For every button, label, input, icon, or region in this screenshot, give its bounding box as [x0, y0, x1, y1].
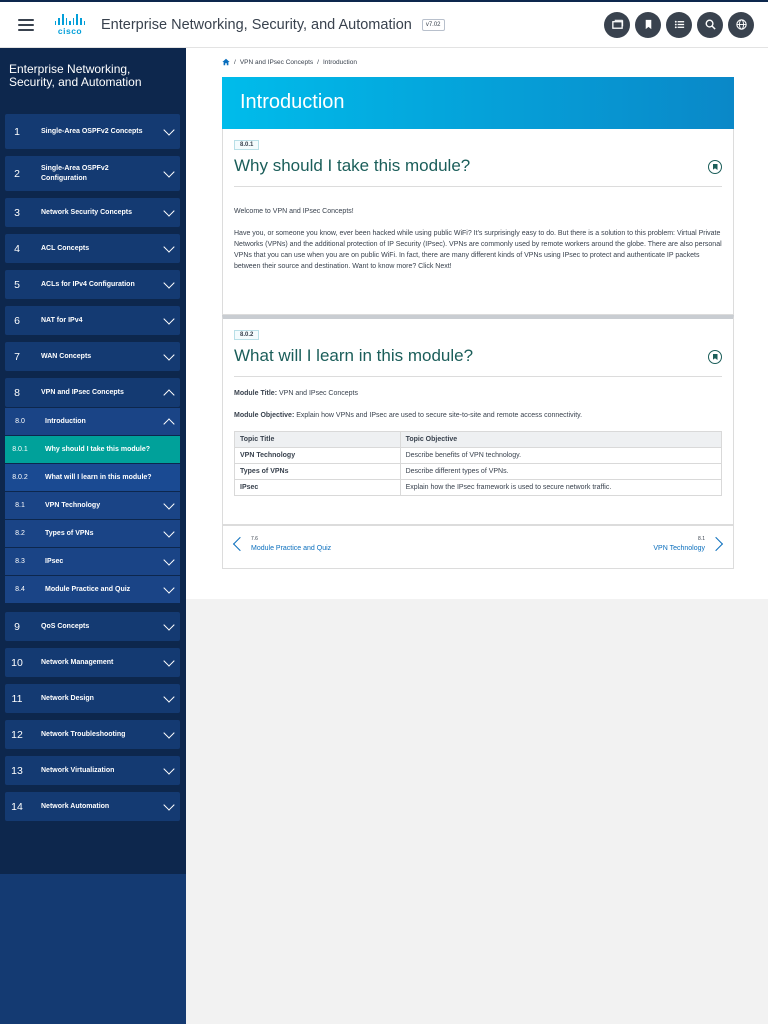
bookmark-icon[interactable]: [635, 12, 661, 38]
chevron-down-icon: [163, 349, 174, 360]
topic-title: What will I learn in this module?: [234, 346, 722, 377]
chevron-down-icon: [163, 554, 174, 565]
table-header-row: Topic Title Topic Objective: [235, 432, 722, 448]
page-navigation: [222, 525, 734, 569]
module-item[interactable]: 1 Single-Area OSPFv2 Concepts: [5, 114, 180, 149]
topic-table: [234, 431, 722, 496]
chevron-down-icon: [163, 727, 174, 738]
version-badge: v7.02: [422, 19, 445, 31]
list-icon[interactable]: [666, 12, 692, 38]
module-item[interactable]: 4 ACL Concepts: [5, 234, 180, 263]
module-item[interactable]: 3 Network Security Concepts: [5, 198, 180, 227]
breadcrumb-current: Introduction: [322, 58, 357, 66]
module-item[interactable]: 12 Network Troubleshooting: [5, 720, 180, 749]
window-icon[interactable]: [604, 12, 630, 38]
module-item[interactable]: 13 Network Virtualization: [5, 756, 180, 785]
next-link[interactable]: 8.1 VPN Technology: [653, 535, 721, 553]
course-title: Enterprise Networking, Security, and Automation: [0, 48, 186, 106]
module-item[interactable]: 2 Single-Area OSPFv2 Configuration: [5, 156, 180, 191]
topic-number-tag: 8.0.1: [234, 140, 259, 150]
chevron-left-icon: [233, 537, 247, 551]
topic-title: Why should I take this module?: [234, 156, 722, 187]
module-list: [0, 106, 186, 874]
previous-link[interactable]: 7.6 Module Practice and Quiz: [235, 535, 331, 553]
chevron-down-icon: [163, 619, 174, 630]
chevron-down-icon: [163, 655, 174, 666]
module-item[interactable]: 6 NAT for IPv4: [5, 306, 180, 335]
page-banner: Introduction: [222, 77, 734, 129]
chevron-down-icon: [163, 691, 174, 702]
module-item-expanded[interactable]: 8 VPN and IPsec Concepts: [5, 378, 180, 407]
topic-item[interactable]: 8.0.2 What will I learn in this module?: [5, 463, 180, 491]
topic-number-tag: 8.0.2: [234, 330, 259, 340]
subsection-item[interactable]: 8.4 Module Practice and Quiz: [5, 575, 180, 603]
topic-card: [222, 129, 734, 315]
subsection-item[interactable]: 8.1 VPN Technology: [5, 491, 180, 519]
top-header: [0, 0, 768, 48]
bookmark-icon[interactable]: [708, 160, 722, 174]
chevron-down-icon: [163, 582, 174, 593]
chevron-down-icon: [163, 205, 174, 216]
chevron-down-icon: [163, 526, 174, 537]
topic-card: [222, 315, 734, 525]
module-item[interactable]: 11 Network Design: [5, 684, 180, 713]
module-item[interactable]: 14 Network Automation: [5, 792, 180, 821]
chevron-down-icon: [163, 124, 174, 135]
chevron-down-icon: [163, 241, 174, 252]
globe-icon[interactable]: [728, 12, 754, 38]
topic-item-active[interactable]: 8.0.1 Why should I take this module?: [5, 435, 180, 463]
module-objective-line: Module Objective: Explain how VPNs and IPsec are used to secure site-to-site and remote access connectivity.: [234, 412, 583, 419]
module-title-line: Module Title: VPN and IPsec Concepts: [234, 390, 358, 397]
subsection-item[interactable]: 8.2 Types of VPNs: [5, 519, 180, 547]
breadcrumb: / VPN and IPsec Concepts / Introduction: [222, 58, 357, 66]
chevron-down-icon: [163, 166, 174, 177]
chevron-down-icon: [163, 763, 174, 774]
paragraph: Welcome to VPN and IPsec Concepts!: [234, 208, 354, 215]
chevron-up-icon: [163, 389, 174, 400]
chevron-right-icon: [709, 537, 723, 551]
subsection-item[interactable]: 8.0 Introduction: [5, 407, 180, 435]
module-item[interactable]: 5 ACLs for IPv4 Configuration: [5, 270, 180, 299]
search-icon[interactable]: [697, 12, 723, 38]
chevron-down-icon: [163, 799, 174, 810]
home-icon[interactable]: [222, 58, 230, 66]
chevron-down-icon: [163, 498, 174, 509]
breadcrumb-link[interactable]: VPN and IPsec Concepts: [239, 58, 314, 66]
table-row: IPsec Explain how the IPsec framework is used to secure network traffic.: [235, 480, 722, 496]
app-title: Enterprise Networking, Security, and Automation: [101, 16, 412, 33]
subsection-item[interactable]: 8.3 IPsec: [5, 547, 180, 575]
table-row: Types of VPNs Describe different types of VPNs.: [235, 464, 722, 480]
bookmark-icon[interactable]: [708, 350, 722, 364]
main-content: [186, 48, 768, 1024]
module-item[interactable]: 10 Network Management: [5, 648, 180, 677]
course-sidebar: [0, 48, 186, 1024]
chevron-down-icon: [163, 313, 174, 324]
module-item[interactable]: 7 WAN Concepts: [5, 342, 180, 371]
table-row: VPN Technology Describe benefits of VPN technology.: [235, 448, 722, 464]
cisco-logo: cisco: [51, 14, 89, 36]
module-item[interactable]: 9 QoS Concepts: [5, 612, 180, 641]
menu-icon[interactable]: [18, 19, 34, 31]
chevron-up-icon: [163, 418, 174, 429]
chevron-down-icon: [163, 277, 174, 288]
paragraph: Have you, or someone you know, ever been hacked while using public WiFi? It's surprisingly easy to do. But there is a solution to this problem: Virtual Private Networks (VPNs) and the additional protection of IP Security (IPsec). VPNs are commonly used by remote workers around the globe. There are also personal VPNs that you can use when you are on public WiFi. In fact, there are many different kinds of VPNs using IPsec to protect and authenticate IP packets between their source and destination. Want to know more? Click Next!: [234, 230, 722, 270]
